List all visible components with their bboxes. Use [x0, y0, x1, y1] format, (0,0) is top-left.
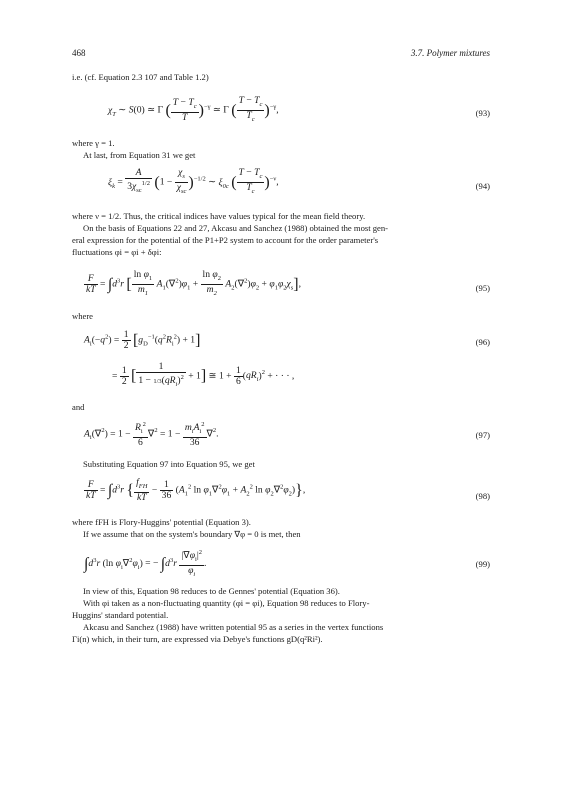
text-line: If we assume that on the system's boundary ∇φ = 0 is met, then: [83, 529, 301, 539]
text-line: i.e. (cf. Equation 2.3 107 and Table 1.2): [72, 72, 209, 82]
text-line: where γ = 1.: [72, 138, 115, 148]
equation-99: $\int d^3r$ (ln $\varphi_i\nabla^2\varphi_i$) = − $\int d^3r$ $\frac{|\nabla\varphi_i|^2}{\varphi_i}$ .: [84, 549, 207, 578]
text-line: where fFH is Flory-Huggins' potential (Equation 3).: [72, 517, 251, 527]
equation-95: $\frac{F}{kT}$ = $\int d^3r$ [ $\frac{\ln \varphi_1}{m_1}$ $A_1(\nabla^2)\varphi_1$ + $\frac{\ln \varphi_2}{m_2}$ $A_2(\nabla^2)\varphi_2 + \varphi_1\varphi_2\chi_s$],: [86, 269, 301, 297]
equation-number: (99): [475, 559, 490, 569]
equation-98: $\frac{F}{kT}$ = $\int d^3r$ { $\frac{f_{FH}}{kT}$ − $\frac{1}{36}$ ($A_1^2$ $\ln \varphi_1\nabla^2\varphi_1 + A_2^2$ $\ln \varphi_2\nabla^2\varphi_2$)},: [86, 477, 306, 503]
text-line: Akcasu and Sanchez (1988) have written potential 95 as a series in the vertex functions: [83, 622, 384, 632]
equation-number: (95): [475, 283, 490, 293]
text-line: Γi(n) which, in their turn, are expressed via Debye's functions gD(q²Ri²).: [72, 634, 323, 644]
text-line: Substituting Equation 97 into Equation 95, we get: [83, 459, 255, 469]
equation-96-expansion: = $\frac{1}{2}$ [ $\frac{1}{1 - 1/3(qR_i)^2}$ + 1] ≅ 1 + $\frac{1}{6}$ $(qR_i)^2$ + · · · ,: [112, 361, 295, 389]
equation-number: (98): [475, 491, 490, 501]
equation-number: (94): [475, 181, 490, 191]
equation-number: (97): [475, 430, 490, 440]
text-line: where: [72, 311, 93, 321]
equation-number: (96): [475, 337, 490, 347]
page-number: 468: [72, 48, 86, 58]
text-line: With φi taken as a non-fluctuating quantity (φi = φi), Equation 98 reduces to Flory-: [83, 598, 370, 608]
equation-number: (93): [475, 108, 490, 118]
text-line: On the basis of Equations 22 and 27, Akcasu and Sanchez (1988) obtained the most gen-: [83, 223, 389, 233]
text-line: and: [72, 402, 85, 412]
text-line: At last, from Equation 31 we get: [83, 150, 196, 160]
equation-94: $\xi_k$ = $\frac{A}{3\chi_{sc}^{1/2}}$ (1 − $\frac{\chi_s}{\chi_{sc}}$ )$^{-1/2}$ ∼ $\xi_{0c}$ ( $\frac{T - T_c}{T_c}$ )$^{-\nu}$,: [108, 167, 279, 195]
text-line: eral expression for the potential of the P1+P2 system to account for the order parameter's: [72, 235, 379, 245]
equation-97: $A_i(\nabla^2) = 1$ − $\frac{R_i^2}{6}$ ∇$^2$ = 1 − $\frac{m_iA_i^2}{36}$ ∇$^2$.: [84, 421, 219, 449]
equation-96: $A_i(-q^2)$ = $\frac{1}{2}$ $[g_D^{-1}(q^2R_i^2) + 1]$: [84, 329, 201, 351]
text-line: In view of this, Equation 98 reduces to de Gennes' potential (Equation 36).: [83, 586, 340, 596]
text-line: Huggins' standard potential.: [72, 610, 169, 620]
text-line: where ν = 1/2. Thus, the critical indices have values typical for the mean field theory.: [72, 211, 366, 221]
text-line: fluctuations φi = φi + δφi:: [72, 247, 162, 257]
equation-93: $\chi_T$ ∼ S(0) ≃ Γ ( $\frac{T - T_c}{T}$ )$^{-\gamma}$ ≃ Γ ( $\frac{T - T_c}{T_c}$ )$^{-\gamma}$,: [108, 95, 279, 123]
running-header: 3.7. Polymer mixtures: [410, 48, 490, 58]
